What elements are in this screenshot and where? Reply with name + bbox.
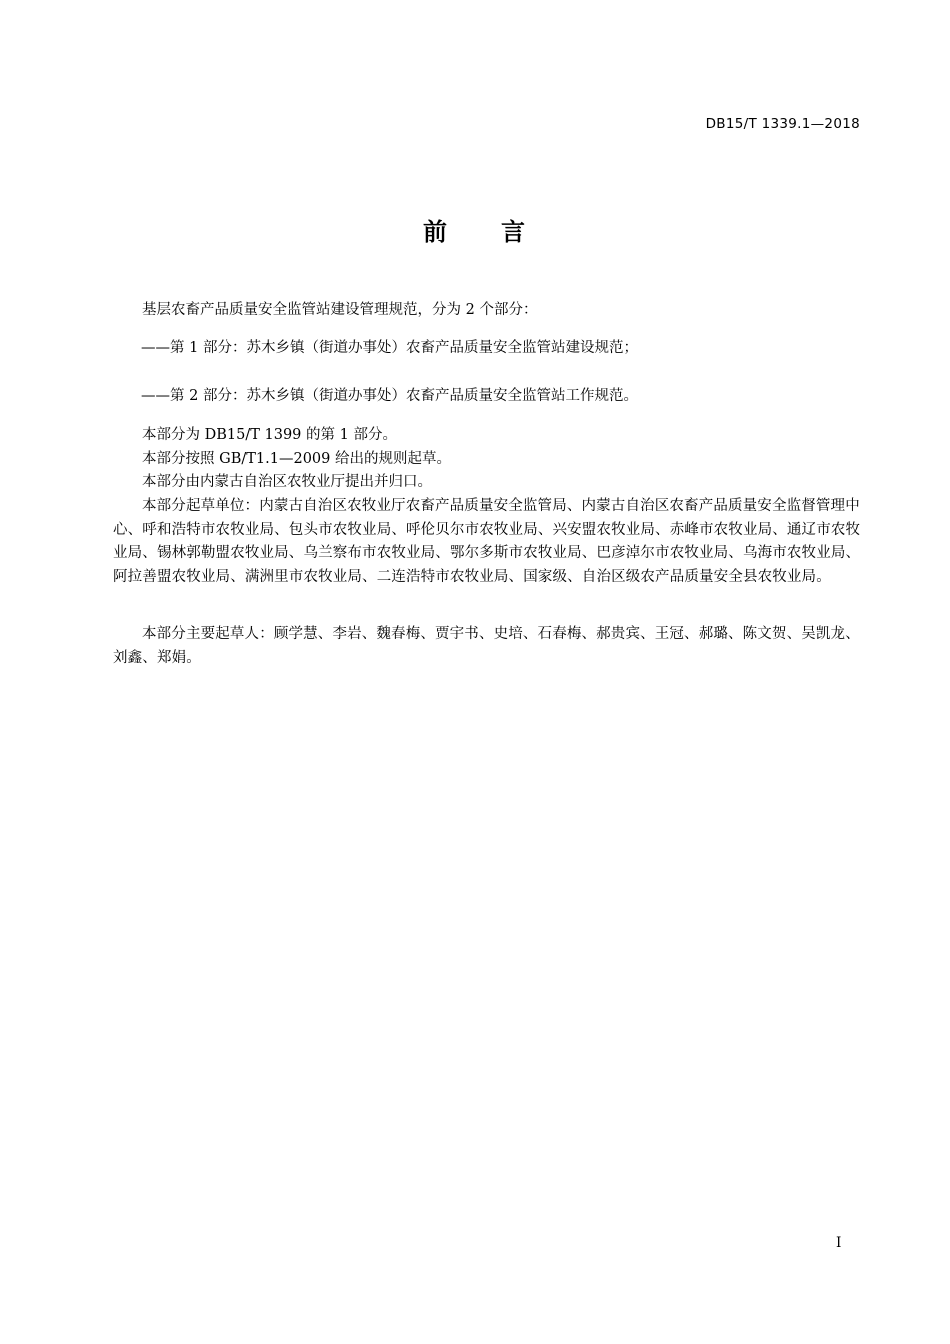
drafters-paragraph: 本部分主要起草人：顾学慧、李岩、魏春梅、贾宇书、史培、石春梅、郝贵宾、王冠、郝璐、陈文贺、吴凯龙、刘鑫、郑娟。 (113, 626, 860, 666)
title-char-1: 前 (423, 218, 449, 246)
title-char-2: 言 (501, 218, 527, 246)
part-2-item: ——第 2 部分：苏木乡镇（街道办事处）农畜产品质量安全监管站工作规范。 (141, 388, 638, 404)
page-title (0, 212, 950, 247)
part-1-item: ——第 1 部分：苏木乡镇（街道办事处）农畜产品质量安全监管站建设规范； (141, 340, 638, 356)
intro-paragraph: 基层农畜产品质量安全监管站建设管理规范，分为 2 个部分： (142, 302, 538, 318)
standard-code: DB15/T 1339.1—2018 (705, 116, 860, 132)
statement-rules: 本部分按照 GB/T1.1—2009 给出的规则起草。 (142, 451, 451, 467)
statement-part: 本部分为 DB15/T 1399 的第 1 部分。 (142, 427, 397, 443)
page-number: I (836, 1235, 842, 1251)
drafting-units-paragraph: 本部分起草单位：内蒙古自治区农牧业厅农畜产品质量安全监管局、内蒙古自治区农畜产品质量安全监督管理中心、呼和浩特市农牧业局、包头市农牧业局、呼伦贝尔市农牧业局、兴安盟农牧业局、赤峰市农牧业局、通辽市农牧业局、锡林郭勒盟农牧业局、乌兰察布市农牧业局、鄂尔多斯市农牧业局、巴彦淖尔市农牧业局、乌海市农牧业局、阿拉善盟农牧业局、满洲里市农牧业局、二连浩特市农牧业局、国家级、自治区级农产品质量安全县农牧业局。 (113, 498, 861, 585)
statement-proposer: 本部分由内蒙古自治区农牧业厅提出并归口。 (142, 474, 432, 490)
